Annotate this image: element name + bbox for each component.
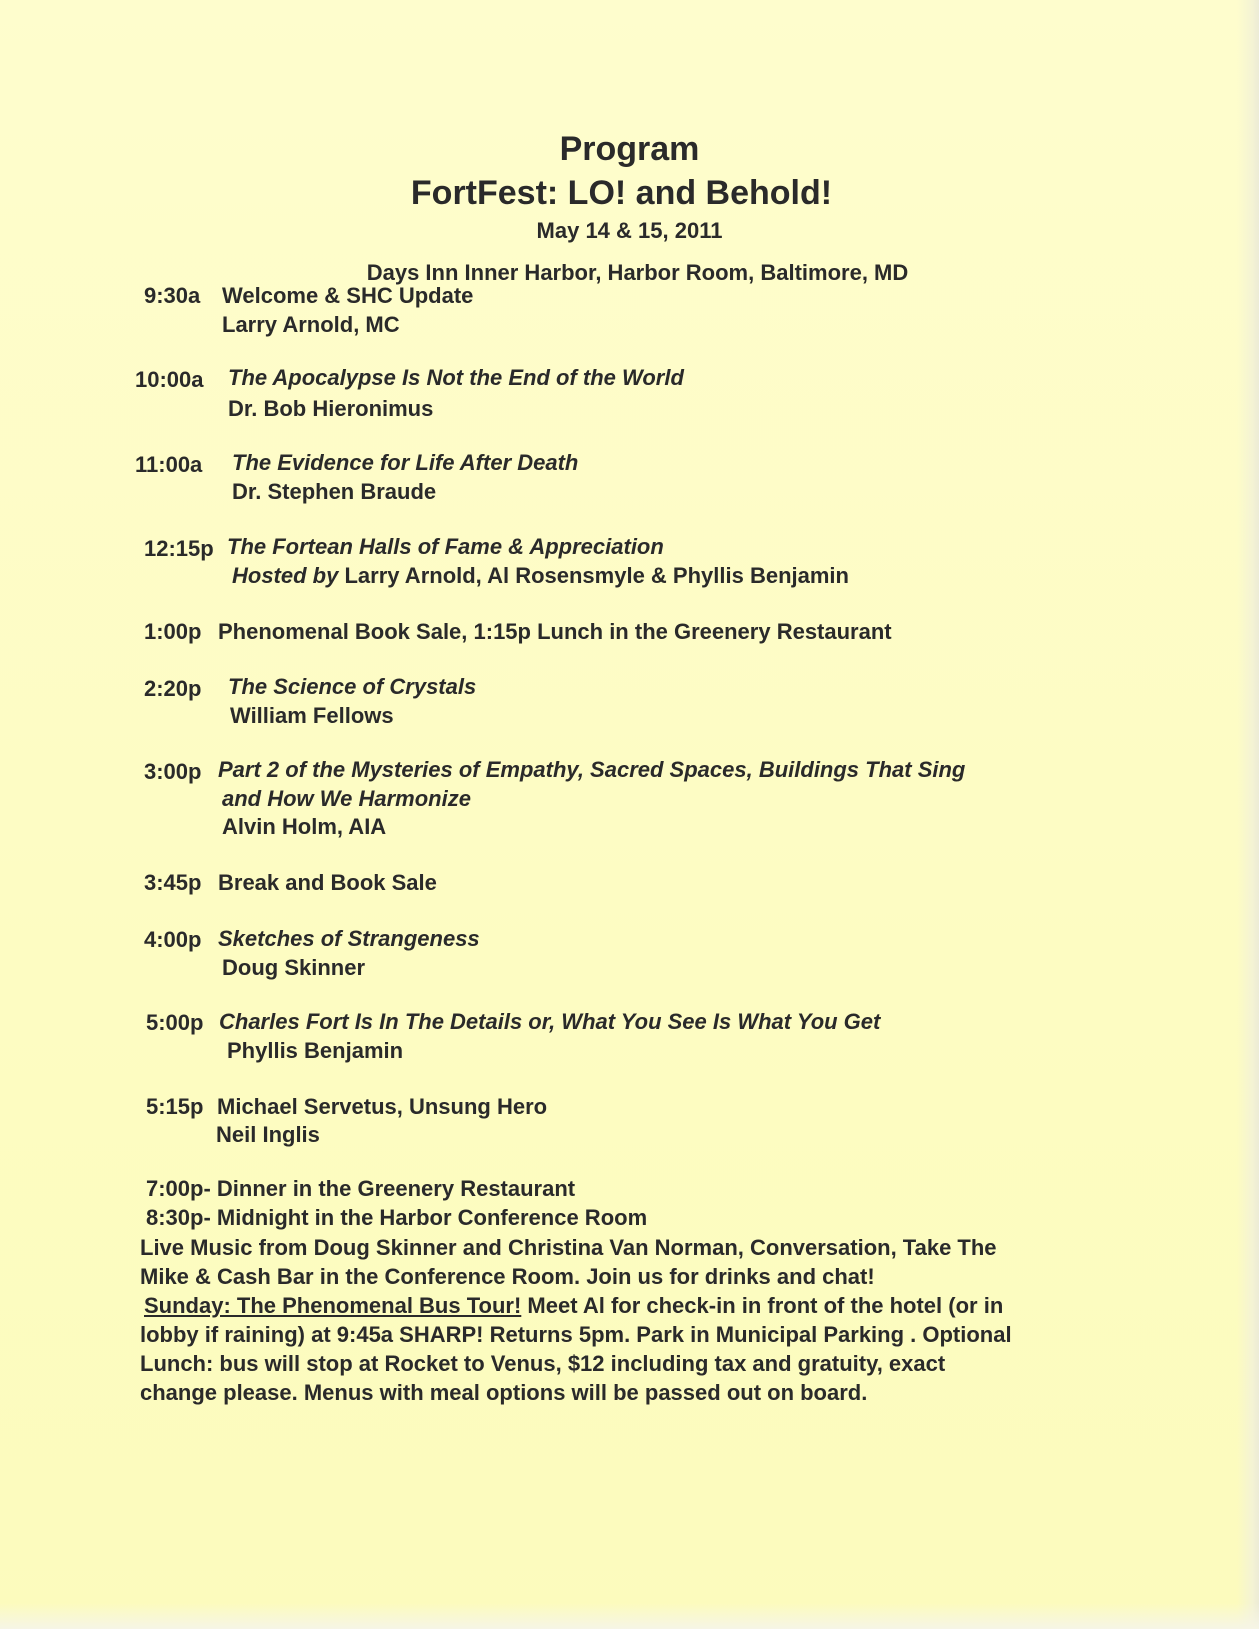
sunday-paragraph-line: Lunch: bus will stop at Rocket to Venus, $12 including tax and gratuity, exact <box>140 1351 946 1376</box>
schedule-title-continued: and How We Harmonize <box>222 786 471 811</box>
schedule-speaker: Dr. Stephen Braude <box>232 479 437 504</box>
sunday-paragraph-line: lobby if raining) at 9:45a SHARP! Returns 5pm. Park in Municipal Parking . Optional <box>140 1322 1012 1347</box>
schedule-time: 3:45p <box>144 870 202 895</box>
festival-venue: Days Inn Inner Harbor, Harbor Room, Baltimore, MD <box>366 260 909 285</box>
schedule-title: The Science of Crystals <box>228 674 477 699</box>
schedule-speaker: Neil Inglis <box>216 1122 320 1147</box>
schedule-speaker: Larry Arnold, Al Rosensmyle & Phyllis Benjamin <box>338 563 849 588</box>
festival-title: FortFest: LO! and Behold! <box>410 174 833 212</box>
schedule-speaker-line <box>232 562 849 590</box>
schedule-title: Charles Fort Is In The Details or, What You See Is What You Get <box>219 1009 881 1034</box>
schedule-title: Part 2 of the Mysteries of Empathy, Sacred Spaces, Buildings That Sing <box>218 757 966 782</box>
schedule-speaker: Dr. Bob Hieronimus <box>228 396 434 421</box>
hosted-by-label: Hosted by <box>232 563 339 588</box>
schedule-title: The Fortean Halls of Fame & Appreciation <box>227 534 664 559</box>
paper-bottom-edge <box>0 1603 1259 1629</box>
schedule-time: 5:15p <box>146 1094 204 1119</box>
sunday-paragraph-line <box>140 1291 1140 1321</box>
schedule-time: 3:00p <box>144 759 202 784</box>
sunday-text: Meet Al for check-in in front of the hotel (or in <box>521 1293 1004 1318</box>
schedule-title: Break and Book Sale <box>218 870 437 895</box>
schedule-speaker: William Fellows <box>230 703 394 728</box>
program-heading: Program <box>559 130 700 168</box>
schedule-time: 4:00p <box>144 927 202 952</box>
schedule-title: The Evidence for Life After Death <box>232 450 579 475</box>
schedule-speaker: Doug Skinner <box>222 955 366 980</box>
evening-night-session: 8:30p- Midnight in the Harbor Conference Room <box>146 1205 648 1230</box>
schedule-title: Phenomenal Book Sale, 1:15p Lunch in the Greenery Restaurant <box>218 619 892 644</box>
schedule-title: Welcome & SHC Update <box>222 283 474 308</box>
schedule-time: 2:20p <box>144 676 202 701</box>
schedule-title: Michael Servetus, Unsung Hero <box>217 1094 548 1119</box>
paper-edge-shadow <box>1237 0 1259 1629</box>
evening-music-line: Live Music from Doug Skinner and Christina Van Norman, Conversation, Take The <box>140 1235 997 1260</box>
schedule-time: 9:30a <box>144 283 201 308</box>
schedule-time: 11:00a <box>135 452 203 477</box>
schedule-time: 5:00p <box>146 1010 204 1035</box>
evening-music-line: Mike & Cash Bar in the Conference Room. Join us for drinks and chat! <box>140 1264 875 1289</box>
schedule-time: 10:00a <box>135 367 204 392</box>
schedule-title: The Apocalypse Is Not the End of the World <box>228 365 684 390</box>
schedule-title: Sketches of Strangeness <box>218 926 480 951</box>
sunday-bus-tour-label: Sunday: The Phenomenal Bus Tour! <box>144 1293 522 1318</box>
schedule-speaker: Alvin Holm, AIA <box>222 814 387 839</box>
evening-dinner: 7:00p- Dinner in the Greenery Restaurant <box>146 1176 576 1201</box>
schedule-speaker: Larry Arnold, MC <box>222 312 400 337</box>
schedule-time: 1:00p <box>144 619 202 644</box>
schedule-speaker: Phyllis Benjamin <box>227 1038 404 1063</box>
festival-dates: May 14 & 15, 2011 <box>536 218 723 243</box>
sunday-paragraph-line: change please. Menus with meal options will be passed out on board. <box>140 1380 868 1405</box>
schedule-time: 12:15p <box>144 536 214 561</box>
